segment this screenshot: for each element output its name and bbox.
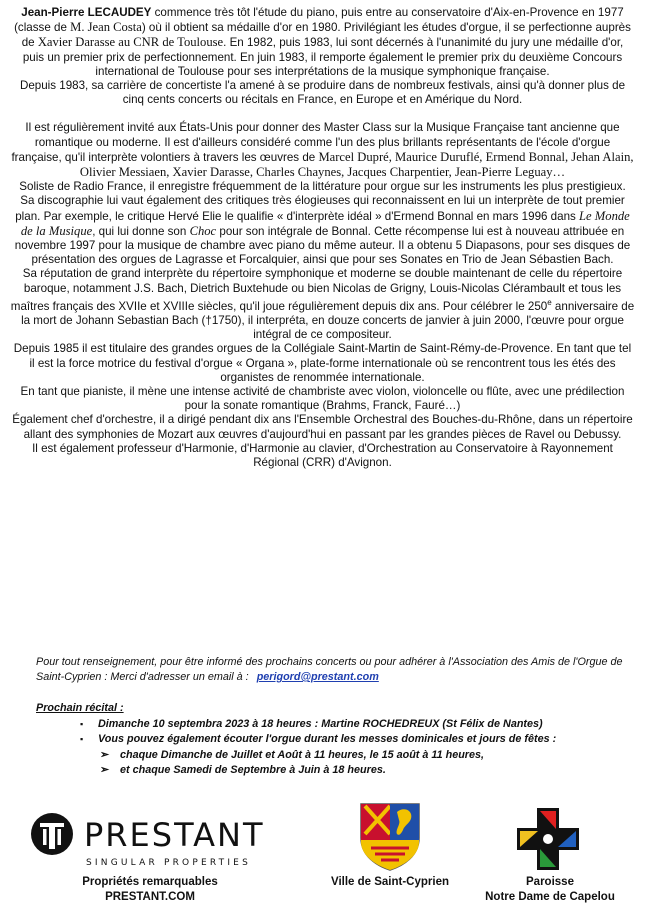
recital-subitem: ➢ chaque Dimanche de Juillet et Août à 11 heures, le 15 août à 11 heures, [36, 748, 636, 764]
bio-paragraph-9: Également chef d'orchestre, il a dirigé pendant dix ans l'Ensemble Orchestral des Bouches-du-Rhône, dans un répertoire allant des symphonies de Mozart aux œuvres d'aujourd'hui en passant par les grandes pièces de Ravel ou Debussy. [12, 413, 633, 441]
contact-text: Pour tout renseignement, pour être informé des prochains concerts ou pour adhérer à l'Association des Amis de l'Orgue de Saint-Cyprien : Merci d'adresser un email à : [36, 656, 623, 683]
artist-name: Jean-Pierre LECAUDEY [21, 6, 152, 19]
biography [10, 6, 635, 470]
square-bullet-icon: ▪ [80, 718, 84, 729]
bio-paragraph-4: Soliste de Radio France, il enregistre fréquemment de la littérature pour orgue sur les instruments les plus prestigieux. [19, 180, 626, 194]
arrow-bullet-icon: ➢ [100, 748, 110, 761]
prestant-logo[interactable] [28, 810, 273, 870]
bio-paragraph-5: Sa discographie lui vaut également des critiques très élogieuses qui reconnaissent en lui un interprète de tout premier plan. Par exemple, le critique Hervé Elie le qualifie « d'interprète idéal » d'Ermend Bonnal en mars 1996 dans Le Monde de la Musique, qui lui donne son Choc pour son intégrale de Bonnal. Cette récompense lui est à nouveau attribuée en novembre 1997 pour la musique de chambre avec piano du même auteur. Il a obtenu 5 Diapasons, pour ses disques de présentation des orgues de Lagrasse et Forcalquier, ainsi que pour ses Sonates en Trio de Jean Sébastien Bach. [14, 194, 631, 267]
prestant-wordmark: PRESTANT [84, 816, 265, 854]
contact-email-link[interactable]: perigord@prestant.com [256, 671, 379, 683]
saint-cyprien-shield-icon [357, 800, 423, 872]
paroisse-cross-icon [515, 806, 581, 872]
paroisse-caption: Paroisse Notre Dame de Capelou [485, 876, 615, 903]
prestant-caption: Propriétés remarquables PRESTANT.COM [82, 876, 218, 903]
bio-paragraph-10: Il est également professeur d'Harmonie, d'Harmonie au clavier, d'Orchestration au Conservatoire à Rayonnement Régional (CRR) d'Avignon. [32, 441, 613, 469]
bio-paragraph-3: Il est régulièrement invité aux États-Unis pour donner des Master Class sur la Musique Française tant ancienne que romantique ou moderne. Il est d'ailleurs considéré comme l'un des plus brillants représentants de l'école d'orgue française, qu'il interprète volontiers à travers les œuvres de Marcel Dupré, Maurice Duruflé, Ermend Bonnal, Jehan Alain, Olivier Messiaen, Xavier Darasse, Charles Chaynes, Jacques Charpentier, Jean-Pierre Leguay… [11, 121, 634, 180]
next-recital [36, 701, 636, 779]
ville-caption: Ville de Saint-Cyprien [330, 876, 449, 888]
recital-title: Prochain récital : [36, 702, 124, 714]
bio-paragraph-1: Jean-Pierre LECAUDEY commence très tôt l'étude du piano, puis entre au conservatoire d'Aix-en-Provence en 1977 (classe de M. Jean Costa) où il obtient sa médaille d'or en 1980. Privilégiant les études d'orgue, il se perfectionne auprès de Xavier Darasse au CNR de Toulouse. En 1982, puis 1983, lui sont décernés à l'unanimité du jury une médaille d'or, puis un premier prix de perfectionnement. En juin 1983, il remporte également le premier prix du deuxième Concours international de Toulouse pour ses interprétations de la musique symphonique française. [14, 6, 631, 78]
recital-item: ▪ Dimanche 10 septembra 2023 à 18 heures : Martine ROCHEDREUX (St Félix de Nantes) [36, 717, 636, 733]
bio-paragraph-6: Sa réputation de grand interprète du répertoire symphonique et moderne se double maintenant de celle du répertoire baroque, notamment J.S. Bach, Dietrich Buxtehude ou bien Nicolas de Grigny, Louis-Nicolas Clérambault et tous les maîtres français des XVIIe et XVIIIe siècles, qu'il joue régulièrement depuis dix ans. Pour célébrer le 250e anniversaire de la mort de Johann Sebastian Bach (†1750), il interpréta, en douze concerts de janvier à juin 2000, l'œuvre pour orgue intégral de ce compositeur. [10, 267, 635, 342]
bio-paragraph-2: Depuis 1983, sa carrière de concertiste l'a amené à se produire dans de nombreux festivals, ainsi qu'à donner plus de cinq cents concerts ou récitals en France, en Europe et en Amérique du Nord. [19, 79, 626, 107]
recital-item: ▪ Vous pouvez également écouter l'orgue durant les messes dominicales et jours de fêtes : [36, 732, 636, 748]
arrow-bullet-icon: ➢ [100, 764, 110, 776]
composer-list: Marcel Dupré, Maurice Duruflé, Ermend Bonnal, Jehan Alain, Olivier Messiaen, Xavier Darasse, Charles Chaynes, Jacques Charpentier, Jean-Pierre Leguay… [79, 149, 634, 180]
recital-subitem: ➢ et chaque Samedi de Septembre à Juin à 18 heures. [36, 763, 636, 779]
contact-info [36, 655, 626, 685]
prestant-tagline: SINGULAR PROPERTIES [86, 858, 251, 868]
bio-paragraph-8: En tant que pianiste, il mène une intense activité de chambriste avec violon, violoncelle ou flûte, avec une prédilection pour la sonate romantique (Brahms, Franck, Fauré…) [20, 384, 625, 413]
bio-paragraph-7: Depuis 1985 il est titulaire des grandes orgues de la Collégiale Saint-Martin de Saint-Rémy-de-Provence. En tant que tel il est la force motrice du festival d'orgue « Organa », plate-forme internationale où se rencontrent tous les étés des organistes de renommée internationale. [13, 342, 632, 384]
square-bullet-icon: ▪ [80, 734, 84, 744]
